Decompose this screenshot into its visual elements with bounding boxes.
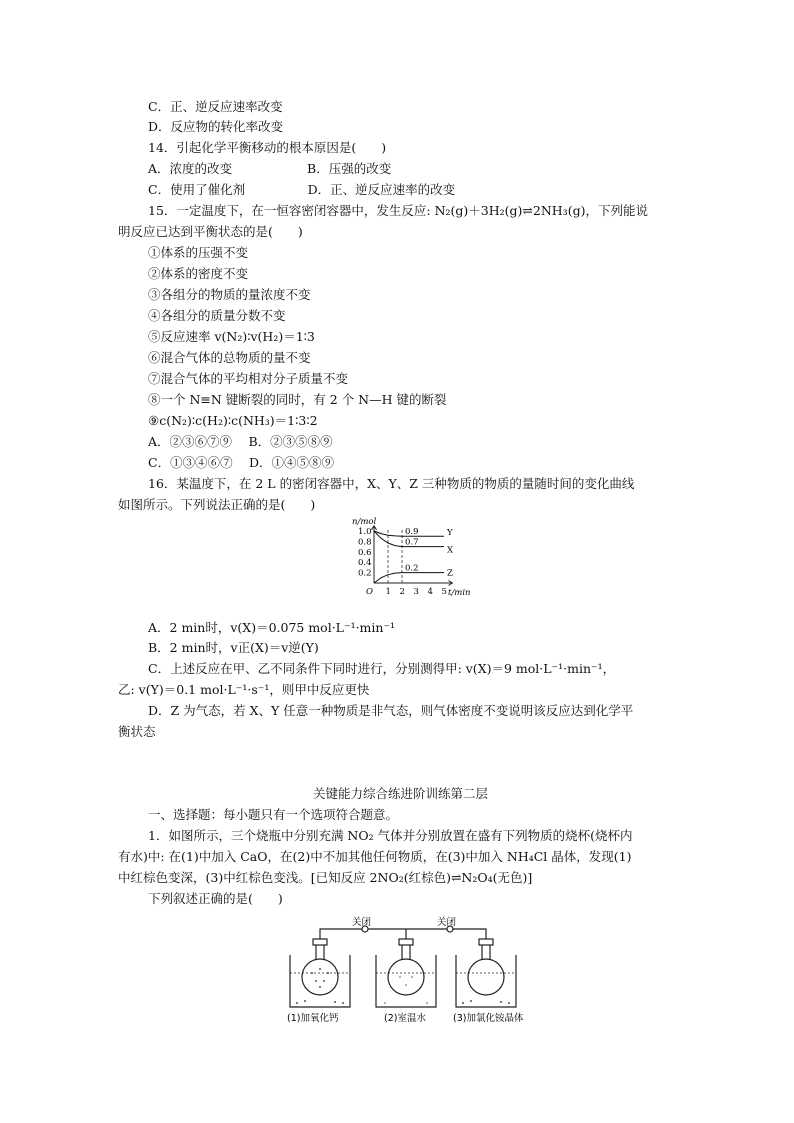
flask-1 — [302, 959, 338, 995]
ntime-chart — [336, 490, 496, 600]
x-tick-label: 4 — [427, 587, 433, 597]
text-line: 一、选择题：每小题只有一个选项符合题意。 — [148, 807, 399, 822]
text-line: 15．一定温度下，在一恒容密闭容器中，发生反应: N₂(g)＋3H₂(g)⇌2NH₃(g)，下列能说 — [148, 203, 648, 218]
x-tick-label: 1 — [385, 587, 391, 597]
text-line: 14．引起化学平衡移动的根本原因是( ) — [148, 140, 387, 155]
text-line: ⑧一个 N≡N 键断裂的同时，有 2 个 N—H 键的断裂 — [148, 392, 447, 407]
text-line: ①体系的压强不变 — [148, 245, 249, 260]
valve-label-2: 关闭 — [437, 917, 457, 928]
origin-label: O — [366, 587, 373, 597]
y-axis-label: n/mol — [352, 516, 377, 527]
flask-apparatus-figure — [285, 915, 555, 1027]
text-line: C．①③④⑥⑦ D．①④⑤⑧⑨ — [148, 455, 335, 470]
y-tick-label: 1.0 — [358, 527, 372, 537]
text-line: C．正、逆反应速率改变 — [148, 99, 283, 114]
caption-1: (1)加氧化钙 — [287, 1013, 339, 1024]
series-label-z: Z — [447, 568, 453, 579]
caption-2: (2)室温水 — [384, 1013, 426, 1024]
y-tick-label: 0.6 — [358, 547, 372, 558]
text-line: D．反应物的转化率改变 — [148, 119, 284, 134]
text-line: ⑤反应速率 v(N₂)∶v(H₂)＝1∶3 — [148, 329, 315, 344]
text-line: 有水)中: 在(1)中加入 CaO，在(2)中不加其他任何物质，在(3)中加入 NH₄Cl 晶体，发现(1) — [118, 849, 632, 864]
x-tick-label: 5 — [441, 587, 447, 597]
y-tick-label: 0.4 — [358, 558, 372, 569]
text-line: 明反应已达到平衡状态的是( ) — [118, 224, 303, 239]
text-line: 中红棕色变深，(3)中红棕色变浅。[已知反应 2NO₂(红棕色)⇌N₂O₄(无色)] — [118, 870, 533, 885]
series-label-x: X — [447, 545, 454, 556]
text-line: D．Z 为气态，若 X、Y 任意一种物质是非气态，则气体密度不变说明该反应达到化学平 — [148, 703, 634, 718]
section-title: 关键能力综合练进阶训练第二层 — [313, 786, 489, 801]
text-line: A．②③⑥⑦⑨ B．②③⑤⑧⑨ — [148, 434, 333, 449]
text-line: 衡状态 — [118, 724, 156, 739]
text-line: B．2 min时，v正(X)＝v逆(Y) — [148, 640, 319, 655]
text-line: C．使用了催化剂 D．正、逆反应速率的改变 — [148, 182, 456, 197]
end-value-label-z: 0.2 — [405, 563, 419, 574]
text-line: 1．如图所示，三个烧瓶中分别充满 NO₂ 气体并分别放置在盛有下列物质的烧杯(烧杯内 — [148, 828, 633, 843]
x-tick-label: 3 — [413, 587, 419, 597]
text-line: 如图所示。下列说法正确的是( ) — [118, 497, 316, 512]
text-line: A．浓度的改变 B．压强的改变 — [148, 161, 392, 176]
valve-label-1: 关闭 — [352, 917, 372, 928]
caption-3: (3)加氯化铵晶体 — [453, 1013, 524, 1024]
text-line: A．2 min时，v(X)＝0.075 mol·L⁻¹·min⁻¹ — [148, 620, 396, 635]
text-line: ④各组分的质量分数不变 — [148, 308, 286, 323]
text-line: 乙: v(Y)＝0.1 mol·L⁻¹·s⁻¹，则甲中反应更快 — [118, 682, 370, 697]
x-tick-label: 2 — [399, 587, 405, 597]
text-line: ②体系的密度不变 — [148, 266, 249, 281]
series-label-y: Y — [447, 528, 453, 539]
x-axis-label: t/min — [448, 588, 471, 598]
text-line: C．上述反应在甲、乙不同条件下同时进行，分别测得甲: v(X)＝9 mol·L⁻¹·min⁻¹， — [148, 661, 616, 676]
end-value-label-y: 0.9 — [405, 527, 419, 538]
series-line-z — [374, 573, 444, 583]
end-value-label-x: 0.7 — [405, 537, 419, 548]
connecting-tube — [320, 929, 486, 939]
text-line: ⑥混合气体的总物质的量不变 — [148, 350, 311, 365]
flask-3 — [468, 959, 504, 995]
flask-2 — [388, 959, 424, 995]
text-line: 下列叙述正确的是( ) — [148, 891, 283, 906]
y-tick-label: 0.2 — [358, 568, 372, 579]
y-tick-label: 0.8 — [358, 537, 372, 548]
text-line: ⑦混合气体的平均相对分子质量不变 — [148, 371, 349, 386]
text-line: ③各组分的物质的量浓度不变 — [148, 287, 311, 302]
text-line: 16．某温度下，在 2 L 的密闭容器中，X、Y、Z 三种物质的物质的量随时间的变化曲线 — [148, 476, 635, 491]
text-line: ⑨c(N₂)∶c(H₂)∶c(NH₃)＝1∶3∶2 — [148, 413, 318, 428]
